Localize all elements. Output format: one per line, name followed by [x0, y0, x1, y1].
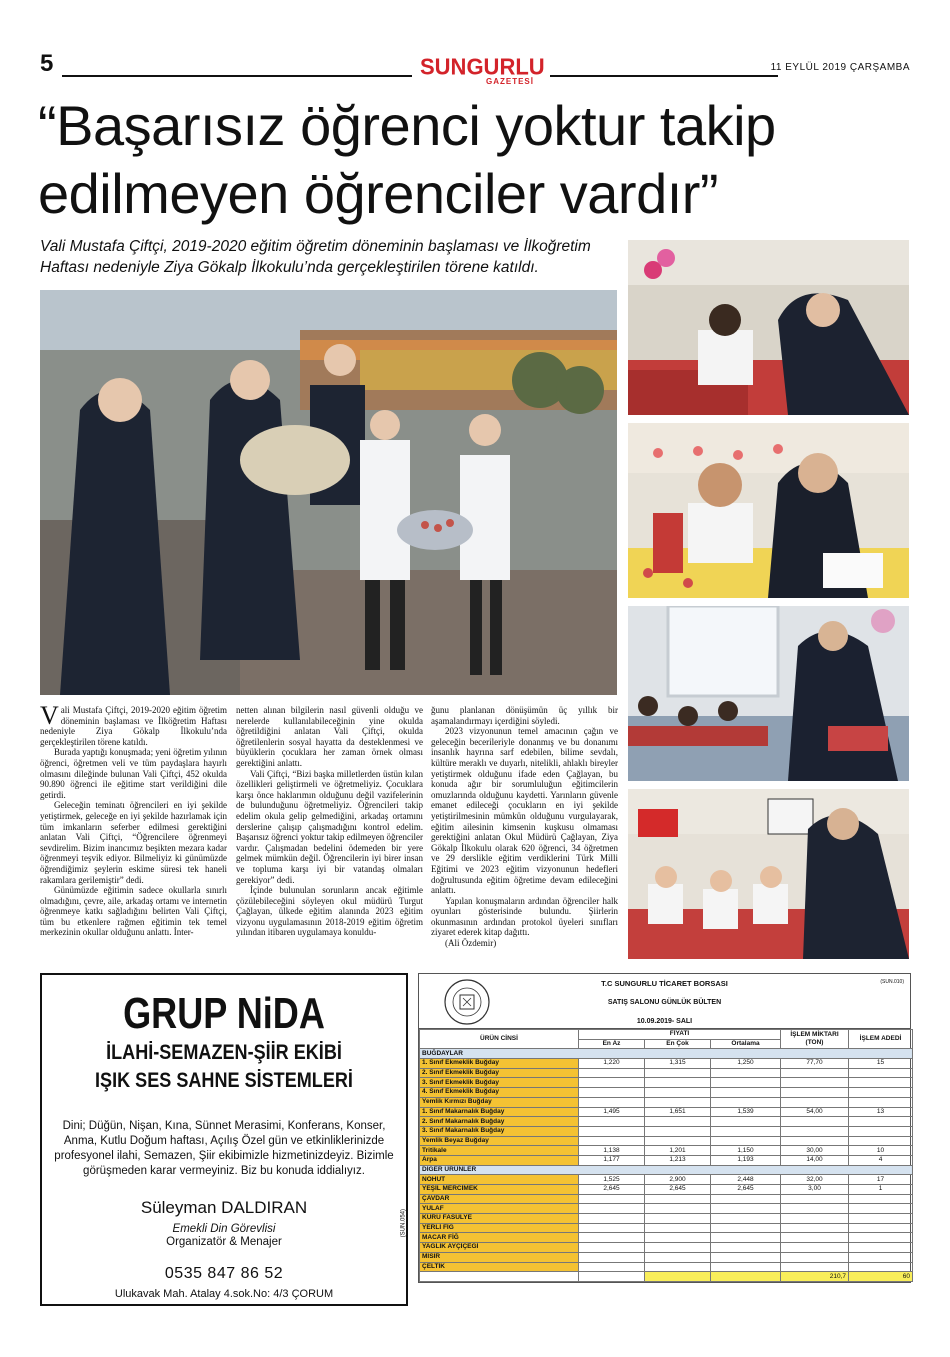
cell-max	[645, 1078, 711, 1088]
cell-max: 1,651	[645, 1107, 711, 1117]
cell-avg: 1,193	[711, 1155, 781, 1165]
product-name: Yemlik Beyaz Buğday	[420, 1136, 579, 1146]
cell-max	[645, 1214, 711, 1224]
article-paragraph: Geleceğin teminatı öğrencileri en iyi şekilde yetiştirmek, geleceğe en iyi şekilde hazırlamak için tüm imkanların seferber edilmesi gerektiğini anlatan Vali Çiftçi, “Öğrencilere öğrenmeyi sevdirelim. Bizim inancımız beşikten mezara kadar öğrenmeyi teşvik ediyor. Bilmeliyiz ki günümüzde öğrendiğimiz şeylerin eskime süresi tek haneli rakamlara gerilemiştir” dedi.	[40, 800, 227, 885]
article-paragraph: Günümüzde eğitimin sadece okullarla sınırlı olmadığını, çevre, aile, arkadaş ortamı ve internetin öğrenmeye katkı sağladığını belirten Vali Çiftçi, tüm bu etkenlere rağmen eğitimin tek temel merkezinin okullar olduğunu anlattı. İnter-	[40, 885, 227, 938]
bulletin-table	[419, 1029, 913, 1282]
table-row	[420, 1126, 913, 1136]
cell-min	[579, 1214, 645, 1224]
cell-min: 1,138	[579, 1146, 645, 1156]
newspaper-logo	[420, 53, 545, 86]
total-qty: 210,7	[781, 1272, 849, 1282]
product-name: 3. Sınıf Ekmeklik Buğday	[420, 1078, 579, 1088]
cell-min	[579, 1117, 645, 1127]
product-name: YAĞLIK AYÇİÇEĞİ	[420, 1243, 579, 1253]
cell-n	[849, 1223, 913, 1233]
col-header-count: İŞLEM ADEDİ	[849, 1030, 913, 1049]
product-name: YEŞİL MERCİMEK	[420, 1185, 579, 1195]
cell-min	[579, 1233, 645, 1243]
table-row	[420, 1068, 913, 1078]
ad-contact-name: Süleyman DALDIRAN	[140, 1198, 308, 1217]
table-row	[420, 1204, 913, 1214]
cell-max: 2,900	[645, 1175, 711, 1185]
cell-qty	[781, 1262, 849, 1272]
cell-max	[645, 1233, 711, 1243]
cell-qty: 30,00	[781, 1146, 849, 1156]
section-label: BUĞDAYLAR	[420, 1049, 913, 1059]
article-paragraph: İçinde bulunulan sorunların ancak eğitimle çözülebileceğini söyleyen okul müdürü Turgut Çağlayan, ülkede eğitim alanında 2023 eğitim vizyonu uygulamasının 2018-2019 eğitim öğretim yılından itibaren uygulamaya konuldu-	[236, 885, 423, 938]
cell-avg	[711, 1233, 781, 1243]
article-paragraph: 2023 vizyonunun temel amacının çağın ve geleceğin becerileriyle donanmış ve bu donanımı insanlık hayrına sarf edebilen, bilime sevdalı, kültüre meraklı ve duyarlı, nitelikli, ahlaklı bireyler yetiştirmek olduğunu ifade eden Çağlayan, bu konuda ağır bir sorumluluğun eğitimcilerin omuzlarında olduğunu kaydetti. Yarınların güvenle emanet edileceği çocukların en iyi şekilde yetiştirilmesinin mümkün olduğunu vurgulayarak, eğitim ailesinin kimsenin kuşkusu olmaması gerektiğini anlatan Okul Müdürü Çağlayan, Ziya Gökalp İlkokulu olarak 620 öğrenci, 34 öğretmen ve 29 derslikle eğitim verdiklerini Türk Milli Eğitimi ve 2023 eğitim vizyonunun hedefleri doğrultusunda eğitim öğretime devam edileceğini anlattı.	[431, 726, 618, 896]
product-name: 4. Sınıf Ekmeklik Buğday	[420, 1088, 579, 1098]
ad-phone: 0535 847 86 52	[164, 1265, 284, 1282]
ad-title: GRUP NiDA	[123, 989, 325, 1038]
col-header-product: ÜRÜN CİNSİ	[420, 1030, 579, 1049]
ad-line-2: IŞIK SES SAHNE SİSTEMLERİ	[95, 1069, 353, 1092]
cell-avg	[711, 1097, 781, 1107]
cell-n	[849, 1204, 913, 1214]
total-count: 60	[849, 1272, 913, 1282]
header-rule-left	[62, 75, 412, 77]
bulletin-subtitle: SATIŞ SALONU GÜNLÜK BÜLTEN	[607, 999, 722, 1006]
cell-min	[579, 1252, 645, 1262]
article-paragraph: Burada yaptığı konuşmada; yeni öğretim yılının öğrenci, öğretmen veli ve tüm paydaşlara hayırlı olmasını dileğinde bulunan Vali Çiftçi, 452 okulda 90.890 öğrenci ile eğitime start verildiğini dile getirdi.	[40, 747, 227, 800]
cell-n: 17	[849, 1175, 913, 1185]
cell-avg	[711, 1068, 781, 1078]
article-column-3	[431, 705, 618, 949]
cell-min	[579, 1262, 645, 1272]
table-row	[420, 1262, 913, 1272]
cell-min: 1,525	[579, 1175, 645, 1185]
table-row	[420, 1097, 913, 1107]
cell-qty: 14,00	[781, 1155, 849, 1165]
cell-max	[645, 1262, 711, 1272]
subheadline: Vali Mustafa Çiftçi, 2019-2020 eğitim öğretim döneminin başlaması ve İlkoğretim Haftası nedeniyle Ziya Gökalp İlkokulu’nda gerçekleştirilen törene katıldı.	[40, 238, 591, 276]
table-row	[420, 1117, 913, 1127]
total-spacer	[579, 1272, 645, 1282]
page-header	[40, 50, 910, 90]
cell-avg: 2,448	[711, 1175, 781, 1185]
cell-qty	[781, 1097, 849, 1107]
cell-qty	[781, 1088, 849, 1098]
product-name: 1. Sınıf Ekmeklik Buğday	[420, 1059, 579, 1069]
cell-qty: 54,00	[781, 1107, 849, 1117]
cell-avg	[711, 1136, 781, 1146]
side-photo-3	[628, 606, 909, 781]
article-paragraph: ali Mustafa Çiftçi, 2019-2020 eğitim öğretim döneminin başlaması ve İlköğretim Haftası nedeniyle Ziya Gökalp İlkokulu’nda gerçekleştirilen törene katıldı.	[40, 705, 227, 747]
table-row	[420, 1223, 913, 1233]
cell-avg	[711, 1223, 781, 1233]
header-rule-right	[550, 75, 778, 77]
section-label: DİĞER ÜRÜNLER	[420, 1165, 913, 1175]
headline-line-1: “Başarısız öğrenci yoktur takip	[38, 94, 776, 157]
cell-avg	[711, 1088, 781, 1098]
cell-avg	[711, 1252, 781, 1262]
ad-address: Ulukavak Mah. Atalay 4.sok.No: 4/3 ÇORUM	[114, 1288, 334, 1300]
cell-n	[849, 1194, 913, 1204]
cell-max	[645, 1136, 711, 1146]
cell-n	[849, 1097, 913, 1107]
cell-avg: 1,539	[711, 1107, 781, 1117]
side-photo-2	[628, 423, 909, 598]
drop-cap: V	[40, 701, 59, 730]
total-row	[420, 1272, 913, 1282]
cell-max: 1,201	[645, 1146, 711, 1156]
cell-max	[645, 1088, 711, 1098]
product-name: Arpa	[420, 1155, 579, 1165]
section-row	[420, 1165, 913, 1175]
table-row	[420, 1078, 913, 1088]
ad-body: Dini; Düğün, Nişan, Kına, Sünnet Merasimi, Konferans, Konser, Anma, Kutlu Doğum haftası, Açılış Özel gün ve etkinliklerinizde profesyonel ilahi, Semazen, Şiir ekibimizle hizmetinizdeyiz. Bizimle görüşmeden karar vermeyiniz. Biz bu konuda iddialıyız.	[54, 1120, 394, 1177]
cell-n	[849, 1088, 913, 1098]
main-photo	[40, 290, 617, 695]
article-paragraph: ğunu planlanan dönüşümün üç yıllık bir aşamalandırmayı içerdiğini söyledi.	[431, 705, 618, 726]
product-name: YULAF	[420, 1204, 579, 1214]
cell-min: 2,645	[579, 1185, 645, 1195]
cell-min	[579, 1223, 645, 1233]
product-name: 2. Sınıf Ekmeklik Buğday	[420, 1068, 579, 1078]
cell-max	[645, 1252, 711, 1262]
total-highlight	[645, 1272, 711, 1282]
col-header-max: En Çok	[645, 1039, 711, 1049]
cell-qty	[781, 1204, 849, 1214]
cell-min: 1,220	[579, 1059, 645, 1069]
cell-n: 13	[849, 1107, 913, 1117]
cell-qty: 77,70	[781, 1059, 849, 1069]
cell-max	[645, 1068, 711, 1078]
total-spacer	[420, 1272, 579, 1282]
product-name: 3. Sınıf Makarnalık Buğday	[420, 1126, 579, 1136]
cell-min	[579, 1088, 645, 1098]
cell-min: 1,177	[579, 1155, 645, 1165]
product-name: 1. Sınıf Makarnalık Buğday	[420, 1107, 579, 1117]
cell-min	[579, 1204, 645, 1214]
table-row	[420, 1059, 913, 1069]
cell-qty	[781, 1223, 849, 1233]
cell-qty	[781, 1078, 849, 1088]
bulletin-date: 10.09.2019- SALI	[636, 1018, 693, 1025]
cell-qty	[781, 1194, 849, 1204]
cell-min	[579, 1126, 645, 1136]
cell-n	[849, 1252, 913, 1262]
cell-avg	[711, 1126, 781, 1136]
cell-max	[645, 1194, 711, 1204]
ad-line-1: İLAHİ-SEMAZEN-ŞİİR EKİBİ	[106, 1041, 342, 1064]
cell-avg	[711, 1078, 781, 1088]
cell-n: 15	[849, 1059, 913, 1069]
cell-max	[645, 1097, 711, 1107]
ad-code: (SUN.054)	[400, 1209, 406, 1238]
article-paragraph: Yapılan konuşmaların ardından öğrenciler halk oyunları gösterisinde bulundu. Şiirlerin okunmasının ardından protokol üyeleri sınıfları ziyaret ederek kitap dağıttı.	[431, 895, 618, 938]
bulletin-title: T.C SUNGURLU TİCARET BORSASI	[601, 979, 728, 988]
cell-qty	[781, 1068, 849, 1078]
table-row	[420, 1107, 913, 1117]
table-row	[420, 1233, 913, 1243]
product-name: NOHUT	[420, 1175, 579, 1185]
ad-contact-role: Emekli Din Görevlisi	[172, 1223, 276, 1235]
cell-n	[849, 1078, 913, 1088]
col-header-avg: Ortalama	[711, 1039, 781, 1049]
cell-n	[849, 1136, 913, 1146]
cell-n	[849, 1117, 913, 1127]
cell-n: 10	[849, 1146, 913, 1156]
table-row	[420, 1136, 913, 1146]
cell-avg: 2,645	[711, 1185, 781, 1195]
product-name: YERLİ FİĞ	[420, 1223, 579, 1233]
table-row	[420, 1185, 913, 1195]
bulletin-header	[419, 974, 910, 1029]
cell-max: 2,645	[645, 1185, 711, 1195]
cell-max	[645, 1126, 711, 1136]
cell-qty	[781, 1126, 849, 1136]
cell-qty	[781, 1136, 849, 1146]
cell-avg	[711, 1204, 781, 1214]
table-row	[420, 1155, 913, 1165]
cell-qty	[781, 1233, 849, 1243]
cell-avg	[711, 1262, 781, 1272]
side-photo-4	[628, 789, 909, 959]
product-name: ÇELTİK	[420, 1262, 579, 1272]
table-row	[420, 1175, 913, 1185]
cell-min	[579, 1243, 645, 1253]
cell-avg: 1,250	[711, 1059, 781, 1069]
cell-n	[849, 1126, 913, 1136]
table-row	[420, 1252, 913, 1262]
exchange-bulletin	[418, 973, 911, 1283]
article-column-2	[236, 705, 423, 938]
bulletin-code: (SUN.010)	[880, 979, 904, 985]
cell-qty	[781, 1117, 849, 1127]
product-name: KURU FASULYE	[420, 1214, 579, 1224]
product-name: Tritikale	[420, 1146, 579, 1156]
cell-max	[645, 1223, 711, 1233]
table-row	[420, 1146, 913, 1156]
col-header-price: FİYATI	[579, 1030, 781, 1040]
product-name: Yemlik Kırmızı Buğday	[420, 1097, 579, 1107]
bulletin-rows	[420, 1049, 913, 1282]
cell-max	[645, 1243, 711, 1253]
cell-avg	[711, 1117, 781, 1127]
cell-qty	[781, 1243, 849, 1253]
article-byline: (Ali Özdemir)	[445, 938, 497, 949]
product-name: MACAR FİĞ	[420, 1233, 579, 1243]
cell-qty: 32,00	[781, 1175, 849, 1185]
cell-avg	[711, 1194, 781, 1204]
cell-n	[849, 1243, 913, 1253]
headline	[38, 92, 918, 228]
logo-title: SUNGURLU	[420, 53, 545, 80]
cell-min	[579, 1068, 645, 1078]
issue-date: 11 EYLÜL 2019 ÇARŞAMBA	[770, 62, 910, 73]
cell-max: 1,315	[645, 1059, 711, 1069]
cell-n	[849, 1214, 913, 1224]
headline-line-2: edilmeyen öğrenciler vardır”	[38, 162, 719, 225]
cell-n: 1	[849, 1185, 913, 1195]
article-column-1	[40, 701, 227, 938]
col-header-min: En Az	[579, 1039, 645, 1049]
cell-min	[579, 1136, 645, 1146]
cell-avg: 1,150	[711, 1146, 781, 1156]
product-name: 2. Sınıf Makarnalık Buğday	[420, 1117, 579, 1127]
col-header-qty: İŞLEM MİKTARI (TON)	[781, 1030, 849, 1049]
product-name: ÇAVDAR	[420, 1194, 579, 1204]
advertisement-box	[40, 973, 408, 1306]
page-number: 5	[40, 50, 54, 77]
cell-max: 1,213	[645, 1155, 711, 1165]
cell-n	[849, 1068, 913, 1078]
cell-avg	[711, 1243, 781, 1253]
cell-max	[645, 1204, 711, 1214]
article-paragraph: netten alınan bilgilerin nasıl güvenli olduğu ve nerelerde kullanılabileceğinin yine okulda öğretildiğini anlatan Vali Çiftçi, okulda öğretilenlerin sosyal hayatta da desteklenmesi ve büyüklerin çocuklara her zaman örnek olması gerektiğini anlattı.	[236, 705, 423, 768]
table-row	[420, 1214, 913, 1224]
article-paragraph: Vali Çiftçi, “Bizi başka milletlerden üstün kılan özellikleri geliştirmeli ve öğretmeliyiz. Çocuklara karşı önce haklarımın olduğunu değil vazifelerinin de bulunduğunu öğretmeliyiz. Öğrencileri takip edelim okula gelip gelmediğini, arkadaş ortamını derslerine çalışıp çalışmadığını kontrol edelim. Başarısız öğrenci yoktur takip edilmeyen öğrenciler vardır. Çalışmadan bedelini ödemeden bir yere gelmek mümkün değil. Öğrencilerin iyi birer insan ve topluma karşı iyi bir vatandaş olmaları gerekiyor” dedi.	[236, 768, 423, 885]
cell-qty: 3,00	[781, 1185, 849, 1195]
ad-contact-role-2: Organizatör & Menajer	[166, 1236, 282, 1248]
cell-qty	[781, 1252, 849, 1262]
cell-min	[579, 1097, 645, 1107]
total-highlight	[711, 1272, 781, 1282]
product-name: MISIR	[420, 1252, 579, 1262]
cell-min	[579, 1194, 645, 1204]
cell-n: 4	[849, 1155, 913, 1165]
cell-n	[849, 1262, 913, 1272]
logo-subtitle: GAZETESİ	[485, 77, 534, 86]
cell-max	[645, 1117, 711, 1127]
table-row	[420, 1194, 913, 1204]
table-row	[420, 1088, 913, 1098]
cell-n	[849, 1233, 913, 1243]
cell-min	[579, 1078, 645, 1088]
cell-min: 1,495	[579, 1107, 645, 1117]
cell-qty	[781, 1214, 849, 1224]
section-row	[420, 1049, 913, 1059]
table-row	[420, 1243, 913, 1253]
side-photo-1	[628, 240, 909, 415]
cell-avg	[711, 1214, 781, 1224]
